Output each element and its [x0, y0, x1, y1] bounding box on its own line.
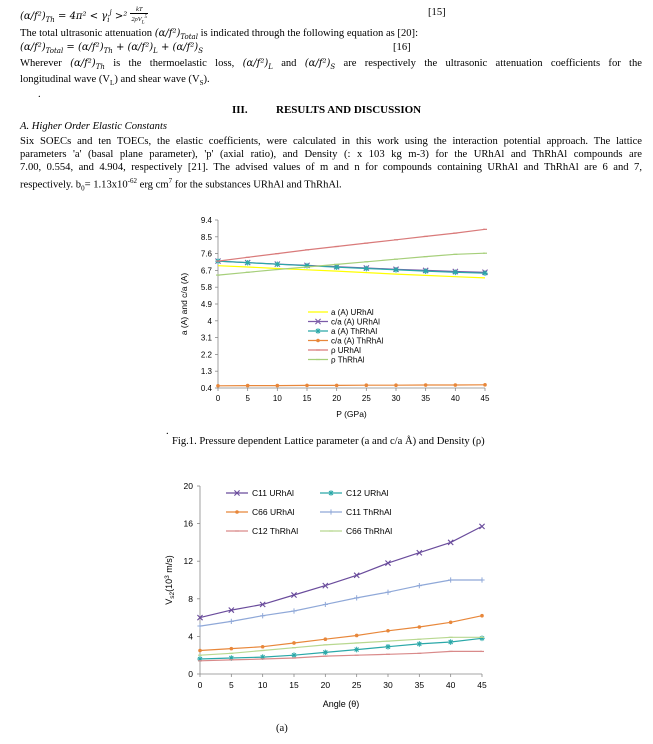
- section-number: III.: [232, 104, 248, 116]
- wherever-line-1: Wherever $(\alpha/f^2)_{Th}$ is the thermoelastic loss, $(\alpha/f^2)_L$ and $(\alpha/f^2)_S$ are respectively the ultrasonic attenuation coefficients for the: [20, 58, 643, 72]
- legend-label: C66 ThRhAl: [346, 526, 393, 536]
- data-point: [261, 645, 265, 649]
- series-line: [218, 229, 485, 261]
- y-axis-label: a (A) and c/a (A): [179, 272, 189, 336]
- data-point: [365, 383, 369, 387]
- data-point: [364, 266, 370, 272]
- data-point: [354, 647, 360, 653]
- y-tick-label: 8: [188, 593, 193, 604]
- section-title: RESULTS AND DISCUSSION: [276, 104, 422, 116]
- series-line: [200, 526, 482, 617]
- data-point: [480, 614, 484, 618]
- y-tick-label: 4: [188, 631, 193, 642]
- equation-15: $(\alpha/f^2)_{Th} = 4\pi^2 < \gamma_i^j >^2$ $\frac{kT}{2\rho V_L^5}$: [20, 6, 148, 26]
- x-tick-label: 10: [272, 394, 282, 403]
- y-tick-label: 6.7: [200, 266, 212, 276]
- wherever-line-2: longitudinal wave $(V_L)$ and shear wave $(V_S)$.: [20, 74, 210, 88]
- data-point: [385, 590, 390, 595]
- y-tick-label: 1.3: [200, 367, 212, 377]
- y-tick-label: 3.1: [200, 333, 212, 343]
- data-point: [216, 384, 220, 388]
- data-point: [479, 635, 485, 641]
- y-tick-label: 2.2: [200, 350, 212, 360]
- legend-label: C11 URhAl: [252, 488, 294, 498]
- x-tick-label: 40: [450, 394, 460, 403]
- data-point: [354, 595, 359, 600]
- data-point: [386, 629, 390, 633]
- equation-16: $(\alpha/f^2)_{Total} = (\alpha/f^2)_{Th} + (\alpha/f^2)_L + (\alpha/f^2)_S$: [20, 42, 203, 55]
- data-point: [417, 641, 423, 647]
- x-tick-label: 20: [332, 394, 342, 403]
- data-point: [323, 650, 329, 656]
- x-axis-label: P (GPa): [336, 409, 367, 419]
- data-point: [328, 509, 333, 514]
- x-tick-label: 10: [257, 680, 268, 690]
- x-tick-label: 0: [197, 680, 203, 690]
- paragraph-line: parameters 'a' (basal plane parameter), 'p' (axial ratio), and Density (: x 103 kg m-3) for the URhAl and ThRhAl compounds are: [20, 149, 642, 161]
- total-attenuation-line: The total ultrasonic attenuation $(\alpha/f^2)_{Total}$ is indicated through the following equation as [20]:: [20, 28, 419, 42]
- x-tick-label: 20: [320, 680, 331, 690]
- y-axis-label: $V_{s2}(10^3$ m/s): [164, 555, 176, 605]
- data-point: [479, 524, 484, 529]
- data-point: [394, 383, 398, 387]
- x-tick-label: 35: [421, 394, 431, 403]
- data-point: [246, 384, 250, 388]
- data-point: [323, 602, 328, 607]
- x-tick-label: 25: [351, 680, 362, 690]
- paragraph-line: 7.00, 0.554, and 4.904, respectively [21]. The advised values of m and n for compounds containing URhAl and ThRhAl are 6 and 7,: [20, 162, 642, 174]
- legend-label: a (A) URhAl: [331, 308, 374, 317]
- x-tick-label: 30: [383, 680, 393, 690]
- data-point: [275, 261, 281, 267]
- x-tick-label: 5: [245, 394, 250, 403]
- data-point: [291, 608, 296, 613]
- results-paragraph: [20, 135, 642, 195]
- series-3: [216, 383, 487, 388]
- series-3: [197, 577, 484, 628]
- y-tick-label: 8.5: [200, 232, 212, 242]
- data-point: [385, 644, 391, 650]
- legend-label: C11 ThRhAl: [346, 507, 392, 517]
- data-point: [324, 637, 328, 641]
- equation-16-number: [16]: [393, 42, 411, 53]
- x-tick-label: 5: [228, 680, 234, 690]
- legend-label: c/a (A) URhAl: [331, 317, 380, 327]
- y-tick-label: 0: [188, 669, 193, 679]
- data-point: [235, 510, 239, 514]
- equation-15-number: [15]: [428, 7, 446, 18]
- series-line: [200, 616, 482, 651]
- x-tick-label: 35: [414, 680, 425, 690]
- data-point: [424, 383, 428, 387]
- paragraph-line: Six SOECs and ten TOECs, the elastic coefficients, were calculated in this work using the interaction potential approach. The lattice: [20, 136, 642, 147]
- y-tick-label: 7.6: [200, 249, 212, 259]
- data-point: [198, 649, 202, 653]
- y-tick-label: 9.4: [200, 216, 212, 225]
- legend-label: a (A) ThRhAl: [331, 327, 378, 336]
- paragraph-line: respectively. $b_0= 1.13x10^{-62}$ erg $cm^7$ for the substances URhAl and ThRhAl.: [20, 176, 342, 193]
- data-point: [315, 328, 321, 334]
- legend-label: C12 ThRhAl: [252, 526, 299, 536]
- data-point: [418, 625, 422, 629]
- x-tick-label: 30: [391, 394, 401, 403]
- x-tick-label: 15: [302, 394, 312, 403]
- x-axis-label: Angle (θ): [322, 699, 360, 709]
- y-tick-label: 20: [183, 481, 193, 491]
- subsection-title: A. Higher Order Elastic Constants: [20, 121, 168, 132]
- x-tick-label: 45: [477, 680, 487, 690]
- data-point: [454, 383, 458, 387]
- legend-label: ρ URhAl: [331, 346, 361, 355]
- x-tick-label: 15: [289, 680, 299, 690]
- data-point: [230, 647, 234, 651]
- series-line: [218, 385, 485, 386]
- data-point: [417, 583, 422, 588]
- y-tick-label: 0.4: [200, 384, 212, 393]
- figure-1-caption: Fig.1. Pressure dependent Lattice parameter (a and c/a Å) and Density (ρ): [172, 436, 485, 447]
- stray-dot: .: [166, 426, 169, 437]
- data-point: [448, 639, 454, 645]
- x-tick-label: 40: [445, 680, 456, 690]
- y-tick-label: 4: [207, 316, 212, 326]
- data-point: [479, 577, 484, 582]
- y-tick-label: 16: [183, 518, 193, 529]
- figure-2-caption: (a): [276, 723, 288, 734]
- x-tick-label: 25: [361, 394, 371, 403]
- data-point: [305, 384, 309, 388]
- data-point: [355, 634, 359, 638]
- series-4: [216, 229, 487, 261]
- figure-1-chart: [160, 208, 500, 426]
- data-point: [245, 260, 251, 266]
- series-0: [197, 524, 484, 620]
- data-point: [276, 384, 280, 388]
- series-line: [200, 580, 482, 626]
- y-tick-label: 12: [183, 556, 193, 567]
- data-point: [335, 384, 339, 388]
- data-point: [292, 641, 296, 645]
- data-point: [229, 619, 234, 624]
- data-point: [393, 267, 399, 273]
- data-point: [482, 270, 488, 276]
- data-point: [316, 339, 320, 343]
- data-point: [453, 269, 459, 275]
- legend-label: c/a (A) ThRhAl: [331, 336, 384, 346]
- y-tick-label: 4.9: [200, 300, 212, 309]
- y-tick-label: 5.8: [200, 283, 212, 293]
- stray-dot: .: [38, 89, 41, 100]
- x-tick-label: 45: [480, 394, 490, 403]
- data-point: [334, 264, 340, 270]
- x-tick-label: 0: [215, 394, 221, 403]
- data-point: [260, 613, 265, 618]
- data-point: [197, 623, 202, 628]
- legend-label: C12 URhAl: [346, 488, 389, 498]
- legend-label: ρ ThRhAl: [331, 355, 365, 365]
- data-point: [483, 383, 487, 387]
- legend-label: C66 URhAl: [252, 507, 295, 517]
- data-point: [448, 577, 453, 582]
- figure-2-chart: [160, 474, 500, 716]
- data-point: [423, 268, 429, 274]
- data-point: [328, 490, 334, 496]
- data-point: [291, 652, 297, 658]
- data-point: [449, 621, 453, 625]
